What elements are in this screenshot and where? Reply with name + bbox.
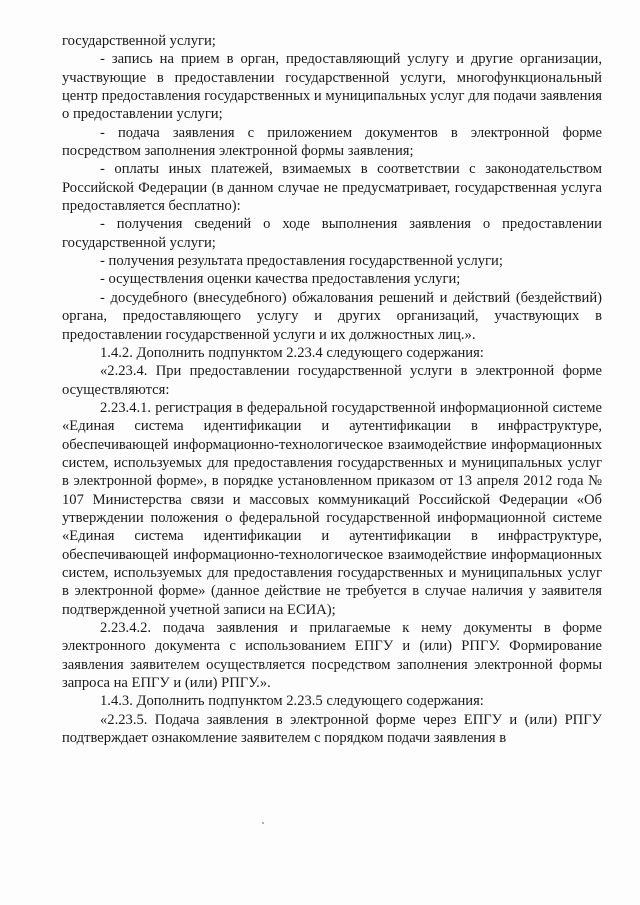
document-body bbox=[62, 32, 602, 747]
paragraph-7: - досудебного (внесудебного) обжалования решений и действий (бездействий) органа, предоставляющего услугу и других организаций, участвующих в предоставлении государственной услуги и их должностных лиц.». bbox=[62, 289, 602, 343]
paragraph-3: - оплаты иных платежей, взимаемых в соответствии с законодательством Российской Федерации (в данном случае не предусматривает, государственная услуга предоставляется бесплатно): bbox=[62, 161, 602, 215]
paragraph-5: - получения результата предоставления государственной услуги; bbox=[100, 253, 503, 270]
scan-artifact bbox=[262, 822, 264, 824]
paragraph-6: - осуществления оценки качества предоставления услуги; bbox=[100, 271, 461, 288]
paragraph-2: - подача заявления с приложением документов в электронной форме посредством заполнения электронной формы заявления; bbox=[62, 124, 602, 160]
paragraph-1: - запись на прием в орган, предоставляющий услугу и другие организации, участвующие в предоставлении государственной услуги, многофункциональный центр предоставления государственных и муниципальных услуг для подачи заявления о предоставлении услуги; bbox=[62, 51, 602, 123]
paragraph-0: государственной услуги; bbox=[62, 33, 216, 49]
paragraph-8: 1.4.2. Дополнить подпунктом 2.23.4 следующего содержания: bbox=[100, 344, 484, 361]
paragraph-11: 2.23.4.2. подача заявления и прилагаемые к нему документы в форме электронного документа с использованием ЕПГУ и (или) РПГУ. Формирование заявления заявителем осуществляется посредством заполнения электронной формы запроса на ЕПГУ и (или) РПГУ.». bbox=[62, 620, 602, 692]
paragraph-10: 2.23.4.1. регистрация в федеральной государственной информационной системе «Единая система идентификации и аутентификации в инфраструктуре, обеспечивающей информационно-технологическое взаимодействие информационных систем, используемых для предоставления государственных и муниципальных услуг в электронной форме», в порядке установленном приказом от 13 апреля 2012 года № 107 Министерства связи и массовых коммуникаций Российской Федерации «Об утверждении положения о федеральной государственной информационной системе «Единая система идентификации и аутентификации в инфраструктуре, обеспечивающей информационно-технологическое взаимодействие информационных систем, используемых для предоставления государственных и муниципальных услуг в электронной форме» (данное действие не требуется в случае наличия у заявителя подтвержденной учетной записи на ЕСИА); bbox=[62, 399, 602, 618]
paragraph-4: - получения сведений о ходе выполнения заявления о предоставлении государственной услуги; bbox=[62, 216, 602, 251]
paragraph-12: 1.4.3. Дополнить подпунктом 2.23.5 следующего содержания: bbox=[100, 693, 484, 710]
paragraph-13: «2.23.5. Подача заявления в электронной форме через ЕПГУ и (или) РПГУ подтверждает ознакомление заявителем с порядком подачи заявления в bbox=[62, 711, 602, 747]
paragraph-9: «2.23.4. При предоставлении государственной услуги в электронной форме осуществляются: bbox=[62, 363, 602, 398]
